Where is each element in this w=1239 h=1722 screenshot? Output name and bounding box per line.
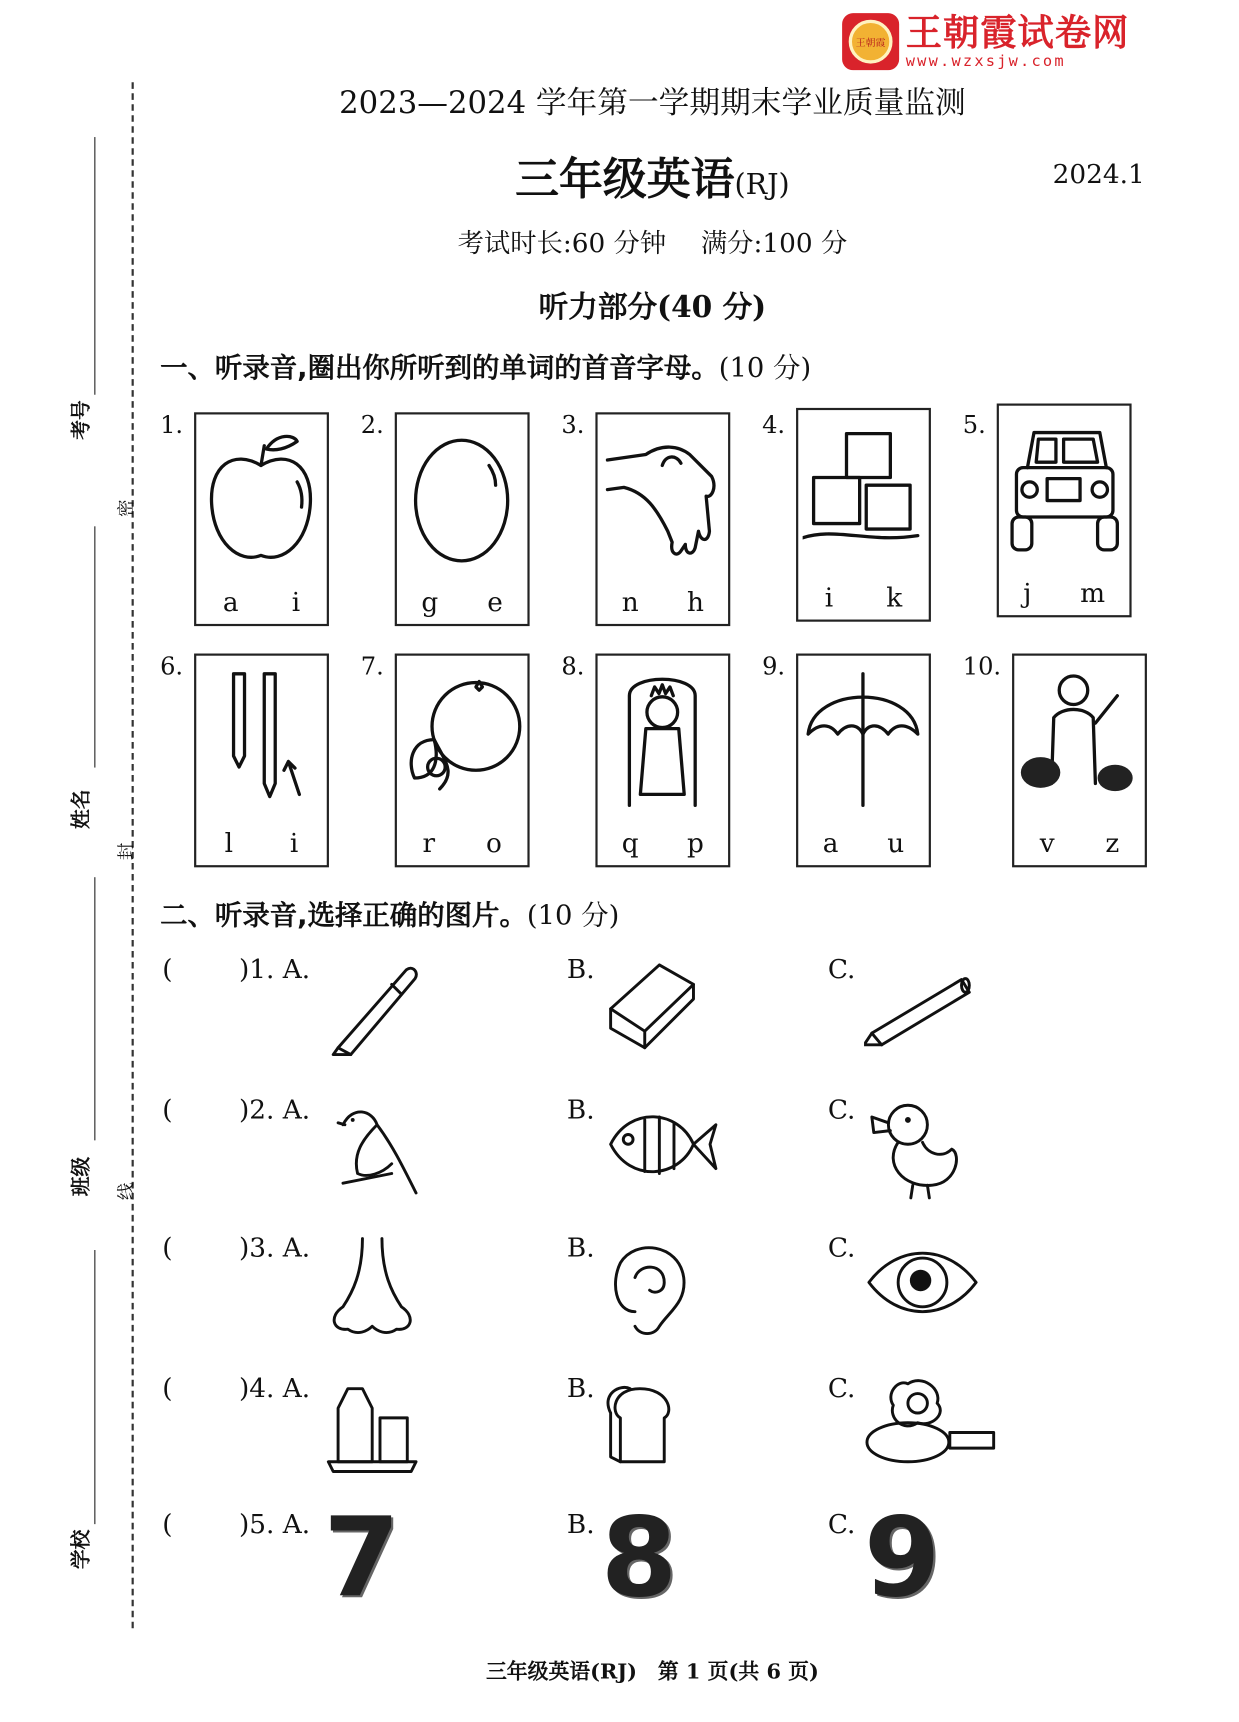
answer-paren[interactable]: ( xyxy=(162,1508,173,1540)
nine-number-icon[interactable]: 9 xyxy=(864,1493,941,1622)
letter-option[interactable]: l xyxy=(224,827,234,859)
logo-badge-icon xyxy=(842,13,899,70)
picture-card xyxy=(395,412,530,626)
option-label: B. xyxy=(566,953,595,985)
item-number: 8. xyxy=(561,653,585,681)
letter-option[interactable]: j xyxy=(1023,577,1032,609)
picture-card xyxy=(796,654,931,868)
field-label-exam-number: 考号 xyxy=(70,400,94,440)
bird-icon[interactable] xyxy=(323,1094,455,1204)
option-label: C. xyxy=(827,1232,856,1264)
question-label: )3. A. xyxy=(239,1232,311,1264)
item-number: 7. xyxy=(360,653,384,681)
letter-option[interactable]: o xyxy=(486,827,502,859)
eight-number-icon[interactable]: 8 xyxy=(600,1493,678,1622)
letter-option[interactable]: i xyxy=(824,582,834,613)
item-number: 2. xyxy=(360,412,384,440)
site-logo xyxy=(842,10,1130,71)
letter-option[interactable]: u xyxy=(887,827,905,859)
picture-card xyxy=(194,654,329,868)
letter-option[interactable]: g xyxy=(421,586,439,618)
letter-option[interactable]: e xyxy=(487,586,503,618)
section1-points: (10 分) xyxy=(718,351,812,384)
letter-option[interactable]: i xyxy=(291,586,301,618)
option-label: C. xyxy=(827,953,856,985)
bread-icon[interactable] xyxy=(601,1373,733,1483)
seal-mark-feng: 封 xyxy=(115,842,137,861)
answer-paren[interactable]: ( xyxy=(162,1372,173,1404)
letter-option[interactable]: a xyxy=(222,586,239,618)
hand-icon xyxy=(602,419,724,573)
section1-title-text: 一、听录音,圈出你所听到的单词的首音字母。 xyxy=(160,351,719,384)
option-label: B. xyxy=(566,1094,595,1126)
item-number: 1. xyxy=(160,412,184,440)
duck-icon[interactable] xyxy=(864,1094,996,1204)
seven-number-icon[interactable]: 7 xyxy=(323,1493,400,1622)
letter-option[interactable]: k xyxy=(886,582,903,613)
exam-date: 2024.1 xyxy=(1052,158,1145,190)
picture-card xyxy=(395,654,530,868)
item-number: 5. xyxy=(962,412,986,440)
item-number: 4. xyxy=(762,412,786,440)
edition: (RJ) xyxy=(734,168,790,202)
item-number: 3. xyxy=(561,412,585,440)
exam-info: 考试时长:60 分钟 满分:100 分 xyxy=(457,228,848,259)
option-label: C. xyxy=(827,1508,856,1540)
logo-badge-text: 王朝霞 xyxy=(849,20,893,64)
fried-egg-icon[interactable] xyxy=(864,1373,996,1483)
item-number: 9. xyxy=(762,653,786,681)
letter-option[interactable]: i xyxy=(289,827,299,859)
pen-icon[interactable] xyxy=(323,954,455,1064)
field-line-name[interactable] xyxy=(94,526,95,767)
option-label: B. xyxy=(566,1232,595,1264)
letter-option[interactable]: r xyxy=(422,827,436,859)
option-label: B. xyxy=(566,1508,595,1540)
section2-title xyxy=(160,894,619,933)
item-number: 6. xyxy=(160,653,184,681)
question-label: )5. A. xyxy=(239,1508,311,1540)
letter-option[interactable]: m xyxy=(1080,577,1106,609)
milk-icon[interactable] xyxy=(323,1373,455,1483)
page-footer: 三年级英语(RJ) 第 1 页(共 6 页) xyxy=(485,1660,819,1685)
queen-icon xyxy=(602,660,724,814)
section2-points: (10 分) xyxy=(526,899,620,931)
eraser-icon[interactable] xyxy=(601,954,733,1064)
picture-card xyxy=(796,408,931,622)
exam-title: 2023—2024 学年第一学期期末学业质量监测 xyxy=(339,84,966,121)
pencil-icon[interactable] xyxy=(864,954,996,1064)
letter-option[interactable]: a xyxy=(822,827,839,859)
option-label: C. xyxy=(827,1094,856,1126)
picture-card xyxy=(997,404,1132,618)
nose-icon[interactable] xyxy=(323,1232,455,1342)
item-number: 10. xyxy=(962,653,1002,681)
answer-paren[interactable]: ( xyxy=(162,953,173,985)
picture-card xyxy=(595,654,730,868)
field-line-school[interactable] xyxy=(94,1250,95,1524)
picture-card xyxy=(1012,654,1147,868)
ice-icon xyxy=(803,414,925,568)
letter-option[interactable]: z xyxy=(1105,827,1120,859)
question-label: )2. A. xyxy=(239,1094,311,1126)
answer-paren[interactable]: ( xyxy=(162,1232,173,1264)
ear-icon[interactable] xyxy=(601,1232,733,1342)
letter-option[interactable]: p xyxy=(687,827,704,859)
eye-icon[interactable] xyxy=(864,1232,996,1342)
pencils-icon xyxy=(201,660,323,814)
umbrella-icon xyxy=(803,660,925,814)
jeep-icon xyxy=(1003,410,1125,564)
field-label-class: 班级 xyxy=(70,1156,94,1197)
question-label: )4. A. xyxy=(239,1372,311,1404)
fish-icon[interactable] xyxy=(601,1094,733,1204)
section1-title xyxy=(160,346,811,385)
seal-mark-mi: 密 xyxy=(115,499,137,518)
picture-card xyxy=(595,412,730,626)
orange-icon xyxy=(401,660,523,814)
logo-url: www.wzxsjw.com xyxy=(905,52,1066,71)
picture-card xyxy=(194,412,329,626)
answer-paren[interactable]: ( xyxy=(162,1094,173,1126)
part-title: 听力部分(40 分) xyxy=(538,290,767,325)
letter-option[interactable]: q xyxy=(621,827,639,859)
option-label: B. xyxy=(566,1372,595,1404)
logo-name: 王朝霞试卷网 xyxy=(905,10,1130,54)
letter-option[interactable]: v xyxy=(1039,827,1055,859)
question-label: )1. A. xyxy=(239,953,311,985)
option-label: C. xyxy=(827,1372,856,1404)
vet-icon xyxy=(1019,660,1141,814)
apple-icon xyxy=(201,419,323,573)
subject-name: 三年级英语 xyxy=(515,154,735,206)
seal-mark-xian: 线 xyxy=(115,1182,137,1201)
field-label-school: 学校 xyxy=(70,1529,94,1570)
letter-option[interactable]: n xyxy=(621,586,639,618)
field-label-name: 姓名 xyxy=(70,789,94,829)
letter-option[interactable]: h xyxy=(686,586,704,618)
egg-icon xyxy=(401,419,523,573)
section2-title-text: 二、听录音,选择正确的图片。 xyxy=(160,899,527,931)
field-line-class[interactable] xyxy=(94,877,95,1140)
